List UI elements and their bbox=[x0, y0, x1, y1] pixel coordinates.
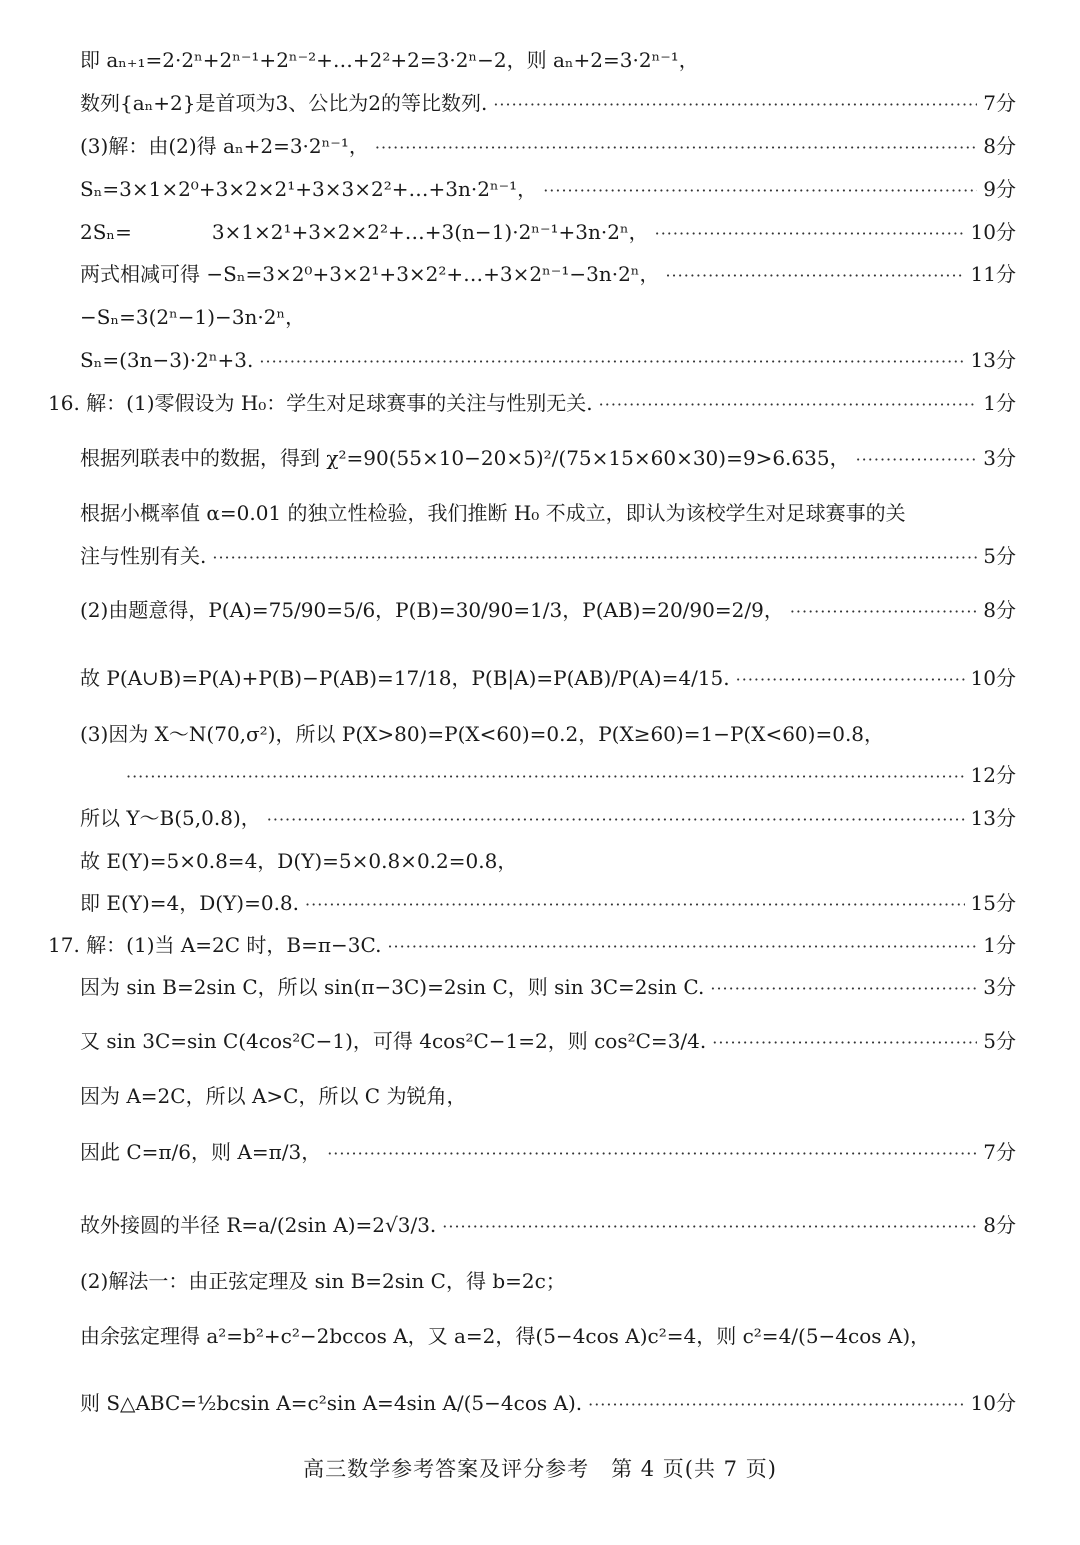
line-text: (2)解法一：由正弦定理及 sin B=2sin C，得 b=2c； bbox=[80, 1269, 566, 1293]
score-label: 15分 bbox=[970, 891, 1016, 915]
line-text: Sₙ=(3n−3)·2ⁿ+3. bbox=[80, 348, 254, 372]
answer-line bbox=[80, 887, 1016, 916]
answer-line bbox=[80, 1136, 1016, 1165]
line-text: 即 aₙ₊₁=2·2ⁿ+2ⁿ⁻¹+2ⁿ⁻²+…+2²+2=3·2ⁿ−2，则 aₙ+2=3·2ⁿ⁻¹， bbox=[80, 48, 699, 72]
answer-line bbox=[80, 845, 1016, 874]
line-text: 因为 A=2C，所以 A>C，所以 C 为锐角， bbox=[80, 1084, 467, 1108]
answer-line bbox=[80, 216, 1016, 245]
dot-leader bbox=[305, 895, 965, 914]
answer-line bbox=[80, 1387, 1016, 1416]
score-label: 1分 bbox=[983, 391, 1016, 415]
score-label: 13分 bbox=[970, 348, 1016, 372]
score-label: 11分 bbox=[970, 262, 1016, 286]
score-label: 3分 bbox=[983, 446, 1016, 470]
line-text: 故 E(Y)=5×0.8=4，D(Y)=5×0.8×0.2=0.8， bbox=[80, 849, 518, 873]
score-label: 10分 bbox=[970, 1391, 1016, 1415]
score-label: 12分 bbox=[970, 763, 1016, 787]
line-text: 由余弦定理得 a²=b²+c²−2bccos A，又 a=2，得(5−4cos A)c²=4，则 c²=4/(5−4cos A)， bbox=[80, 1324, 931, 1348]
answer-line bbox=[80, 130, 1016, 159]
score-label: 5分 bbox=[983, 544, 1016, 568]
line-text: 两式相减可得 −Sₙ=3×2⁰+3×2¹+3×2²+…+3×2ⁿ⁻¹−3n·2ⁿ， bbox=[80, 262, 660, 286]
dot-leader bbox=[327, 1144, 977, 1163]
dot-leader bbox=[126, 767, 965, 786]
answer-line bbox=[80, 1320, 1016, 1349]
line-text: 则 S△ABC=½bcsin A=c²sin A=4sin A/(5−4cos A). bbox=[80, 1391, 583, 1415]
answer-line bbox=[80, 971, 1016, 1000]
score-label: 5分 bbox=[983, 1029, 1016, 1053]
answer-line bbox=[80, 497, 1016, 526]
line-text: (2)由题意得，P(A)=75/90=5/6，P(B)=30/90=1/3，P(AB)=20/90=2/9， bbox=[80, 598, 784, 622]
answer-line bbox=[80, 44, 1016, 73]
answer-line bbox=[48, 387, 1016, 416]
dot-leader bbox=[212, 548, 977, 567]
line-text: 注与性别有关. bbox=[80, 544, 207, 568]
answer-line bbox=[80, 1025, 1016, 1054]
dot-leader bbox=[259, 352, 964, 371]
dot-leader bbox=[387, 937, 977, 956]
dot-leader bbox=[790, 602, 977, 621]
score-label: 13分 bbox=[970, 806, 1016, 830]
line-text: 因为 sin B=2sin C，所以 sin(π−3C)=2sin C，则 sin 3C=2sin C. bbox=[80, 975, 705, 999]
line-text: 所以 Y～B(5,0.8)， bbox=[80, 806, 261, 830]
line-text: 数列{aₙ+2}是首项为3、公比为2的等比数列. bbox=[80, 91, 488, 115]
answer-line bbox=[80, 540, 1016, 569]
answer-line bbox=[120, 759, 1016, 788]
dot-leader bbox=[543, 181, 977, 200]
answer-line bbox=[48, 929, 1016, 958]
line-text: −Sₙ=3(2ⁿ−1)−3n·2ⁿ， bbox=[80, 305, 306, 329]
answer-line bbox=[80, 173, 1016, 202]
score-label: 7分 bbox=[983, 91, 1016, 115]
score-label: 8分 bbox=[983, 598, 1016, 622]
answer-line bbox=[80, 802, 1016, 831]
dot-leader bbox=[736, 670, 965, 689]
line-text: 故 P(A∪B)=P(A)+P(B)−P(AB)=17/18，P(B|A)=P(AB)/P(A)=4/15. bbox=[80, 666, 730, 690]
dot-leader bbox=[599, 395, 978, 414]
dot-leader bbox=[267, 810, 965, 829]
line-text: 17. 解：(1)当 A=2C 时，B=π−3C. bbox=[48, 933, 382, 957]
dot-leader bbox=[588, 1395, 964, 1414]
dot-leader bbox=[375, 138, 977, 157]
answer-line bbox=[80, 1209, 1016, 1238]
line-text: Sₙ=3×1×2⁰+3×2×2¹+3×3×2²+…+3n·2ⁿ⁻¹， bbox=[80, 177, 538, 201]
score-label: 8分 bbox=[983, 134, 1016, 158]
answer-line bbox=[80, 662, 1016, 691]
answer-line bbox=[80, 1265, 1016, 1294]
dot-leader bbox=[856, 450, 978, 469]
line-text: 又 sin 3C=sin C(4cos²C−1)，可得 4cos²C−1=2，则 cos²C=3/4. bbox=[80, 1029, 707, 1053]
answer-line bbox=[80, 1080, 1016, 1109]
line-text: 根据小概率值 α=0.01 的独立性检验，我们推断 H₀ 不成立，即认为该校学生对足球赛事的关 bbox=[80, 501, 906, 525]
answer-line bbox=[80, 87, 1016, 116]
line-text: 因此 C=π/6，则 A=π/3， bbox=[80, 1140, 322, 1164]
score-label: 10分 bbox=[970, 220, 1016, 244]
answer-line bbox=[80, 594, 1016, 623]
dot-leader bbox=[665, 266, 964, 285]
answer-line bbox=[80, 442, 1016, 471]
line-text: 故外接圆的半径 R=a/(2sin A)=2√3/3. bbox=[80, 1213, 437, 1237]
line-text: 即 E(Y)=4，D(Y)=0.8. bbox=[80, 891, 300, 915]
line-text: 16. 解：(1)零假设为 H₀：学生对足球赛事的关注与性别无关. bbox=[48, 391, 593, 415]
answer-line bbox=[80, 258, 1016, 287]
page-footer: 高三数学参考答案及评分参考 第 4 页(共 7 页) bbox=[303, 1457, 777, 1481]
answer-line bbox=[80, 718, 1016, 747]
score-label: 8分 bbox=[983, 1213, 1016, 1237]
dot-leader bbox=[442, 1217, 977, 1236]
line-text: (3)因为 X～N(70,σ²)，所以 P(X>80)=P(X<60)=0.2，P(X≥60)=1−P(X<60)=0.8， bbox=[80, 722, 885, 746]
score-label: 7分 bbox=[983, 1140, 1016, 1164]
line-text: 2Sₙ= 3×1×2¹+3×2×2²+…+3(n−1)·2ⁿ⁻¹+3n·2ⁿ， bbox=[80, 220, 649, 244]
score-label: 1分 bbox=[983, 933, 1016, 957]
answer-line bbox=[80, 301, 1016, 330]
dot-leader bbox=[710, 979, 977, 998]
dot-leader bbox=[493, 95, 977, 114]
score-label: 3分 bbox=[983, 975, 1016, 999]
line-text: (3)解：由(2)得 aₙ+2=3·2ⁿ⁻¹， bbox=[80, 134, 369, 158]
line-text: 根据列联表中的数据，得到 χ²=90(55×10−20×5)²/(75×15×60×30)=9>6.635， bbox=[80, 446, 850, 470]
dot-leader bbox=[655, 224, 965, 243]
dot-leader bbox=[712, 1033, 977, 1052]
score-label: 10分 bbox=[970, 666, 1016, 690]
score-label: 9分 bbox=[983, 177, 1016, 201]
answer-line bbox=[80, 344, 1016, 373]
